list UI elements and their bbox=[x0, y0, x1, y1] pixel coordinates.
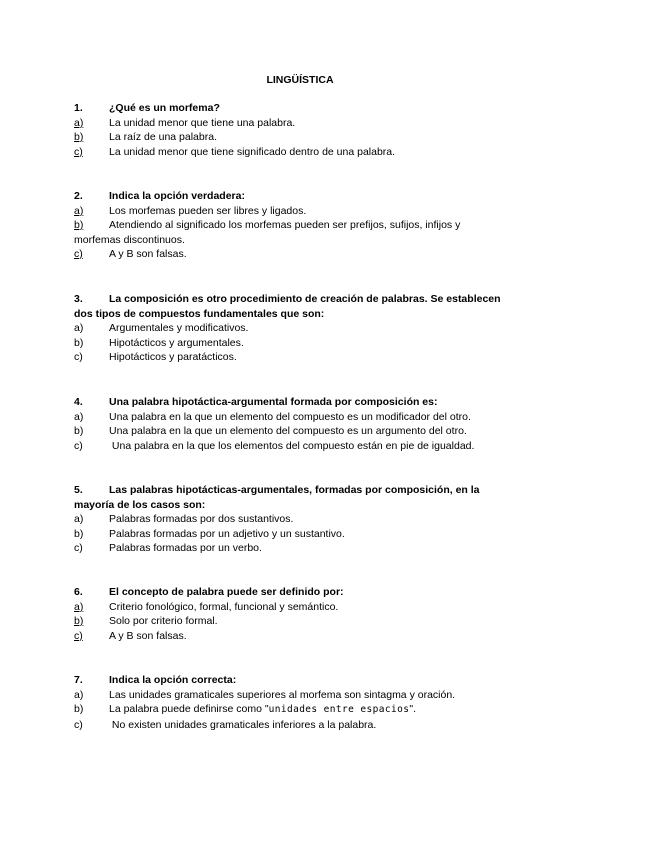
option-suffix: ". bbox=[409, 703, 416, 715]
question-heading bbox=[74, 101, 544, 116]
option-text: Criterio fonológico, formal, funcional y semántico. bbox=[109, 600, 339, 613]
question-4 bbox=[74, 395, 544, 453]
question-text: La composición es otro procedimiento de creación de palabras. Se establecen bbox=[109, 293, 501, 305]
option-b bbox=[74, 336, 544, 351]
option-text: Argumentales y modificativos. bbox=[109, 322, 249, 334]
option-letter: a) bbox=[74, 116, 84, 129]
question-heading bbox=[74, 483, 544, 498]
option-letter: a) bbox=[74, 204, 84, 217]
question-2 bbox=[74, 189, 544, 262]
option-letter: b) bbox=[74, 615, 84, 627]
option-text: Una palabra en la que un elemento del compuesto es un argumento del otro. bbox=[109, 425, 467, 437]
option-text: Hipotácticos y argumentales. bbox=[109, 336, 244, 349]
option-letter: a) bbox=[74, 513, 84, 525]
option-letter: a) bbox=[74, 688, 84, 701]
option-b bbox=[74, 424, 544, 439]
question-6 bbox=[74, 585, 544, 643]
option-text: La unidad menor que tiene significado dentro de una palabra. bbox=[109, 145, 396, 158]
option-a bbox=[74, 410, 544, 425]
option-text: La raíz de una palabra. bbox=[109, 131, 217, 143]
option-letter: c) bbox=[74, 718, 83, 731]
option-b bbox=[74, 702, 544, 718]
question-text: El concepto de palabra puede ser definido por: bbox=[109, 586, 344, 598]
option-letter: c) bbox=[74, 439, 83, 452]
option-b bbox=[74, 218, 544, 233]
option-text: Palabras formadas por un verbo. bbox=[109, 542, 262, 554]
question-heading bbox=[74, 189, 544, 204]
option-a bbox=[74, 204, 544, 219]
question-heading bbox=[74, 585, 544, 600]
option-letter: b) bbox=[74, 703, 84, 715]
option-b bbox=[74, 527, 544, 542]
option-c bbox=[74, 629, 544, 644]
question-text: Las palabras hipotácticas-argumentales, formadas por composición, en la bbox=[109, 484, 480, 496]
option-letter: b) bbox=[74, 219, 84, 231]
option-letter: c) bbox=[74, 351, 83, 363]
question-text: ¿Qué es un morfema? bbox=[109, 102, 220, 114]
option-letter: b) bbox=[74, 131, 84, 143]
option-text: Palabras formadas por dos sustantivos. bbox=[109, 513, 294, 525]
question-text-continuation: mayoría de los casos son: bbox=[74, 498, 206, 511]
option-letter: c) bbox=[74, 629, 83, 642]
option-text: Solo por criterio formal. bbox=[109, 615, 218, 627]
question-number: 2. bbox=[74, 190, 83, 202]
option-emphasis: unidades entre espacios bbox=[268, 704, 410, 715]
question-text: Indica la opción correcta: bbox=[109, 674, 237, 686]
option-text: Hipotácticos y paratácticos. bbox=[109, 351, 237, 363]
question-text: Indica la opción verdadera: bbox=[109, 190, 245, 202]
option-letter: c) bbox=[74, 248, 83, 260]
question-number: 7. bbox=[74, 674, 83, 686]
question-7 bbox=[74, 673, 544, 732]
page-title: LINGÜÍSTICA bbox=[266, 74, 334, 86]
option-text: Una palabra en la que un elemento del compuesto es un modificador del otro. bbox=[109, 410, 471, 423]
option-text: Las unidades gramaticales superiores al morfema son sintagma y oración. bbox=[109, 688, 456, 701]
option-text: Los morfemas pueden ser libres y ligados. bbox=[109, 204, 307, 217]
question-number: 3. bbox=[74, 293, 83, 305]
option-a bbox=[74, 688, 544, 703]
question-text: Una palabra hipotáctica-argumental formada por composición es: bbox=[109, 396, 438, 408]
option-b-continuation: morfemas discontinuos. bbox=[74, 233, 185, 246]
option-c bbox=[74, 350, 544, 365]
question-number: 1. bbox=[74, 102, 83, 114]
option-b bbox=[74, 614, 544, 629]
option-letter: b) bbox=[74, 336, 84, 349]
option-letter: a) bbox=[74, 322, 84, 334]
option-text: A y B son falsas. bbox=[109, 248, 187, 260]
option-text: No existen unidades gramaticales inferiores a la palabra. bbox=[109, 718, 377, 731]
option-letter: c) bbox=[74, 542, 83, 554]
option-c bbox=[74, 145, 544, 160]
option-letter: a) bbox=[74, 410, 84, 423]
option-b bbox=[74, 130, 544, 145]
question-number: 6. bbox=[74, 586, 83, 598]
option-c bbox=[74, 439, 544, 454]
option-c bbox=[74, 718, 544, 733]
option-a bbox=[74, 600, 544, 615]
question-1 bbox=[74, 101, 544, 159]
question-number: 5. bbox=[74, 484, 83, 496]
question-heading bbox=[74, 292, 544, 307]
option-text: Palabras formadas por un adjetivo y un sustantivo. bbox=[109, 527, 345, 540]
option-a bbox=[74, 116, 544, 131]
option-text: Una palabra en la que los elementos del compuesto están en pie de igualdad. bbox=[109, 439, 475, 452]
question-number: 4. bbox=[74, 396, 83, 408]
option-letter: b) bbox=[74, 527, 84, 540]
option-letter: c) bbox=[74, 145, 83, 158]
question-heading bbox=[74, 395, 544, 410]
question-5 bbox=[74, 483, 544, 556]
question-heading bbox=[74, 673, 544, 688]
option-letter: b) bbox=[74, 425, 84, 437]
option-text: Atendiendo al significado los morfemas pueden ser prefijos, sufijos, infijos y bbox=[109, 219, 461, 231]
option-text: La unidad menor que tiene una palabra. bbox=[109, 116, 296, 129]
option-text: A y B son falsas. bbox=[109, 629, 187, 642]
question-text-continuation: dos tipos de compuestos fundamentales que son: bbox=[74, 307, 325, 320]
option-c bbox=[74, 247, 544, 262]
question-3 bbox=[74, 292, 544, 365]
option-c bbox=[74, 541, 544, 556]
option-text: La palabra puede definirse como " bbox=[109, 703, 269, 715]
option-a bbox=[74, 321, 544, 336]
option-letter: a) bbox=[74, 600, 84, 613]
option-a bbox=[74, 512, 544, 527]
